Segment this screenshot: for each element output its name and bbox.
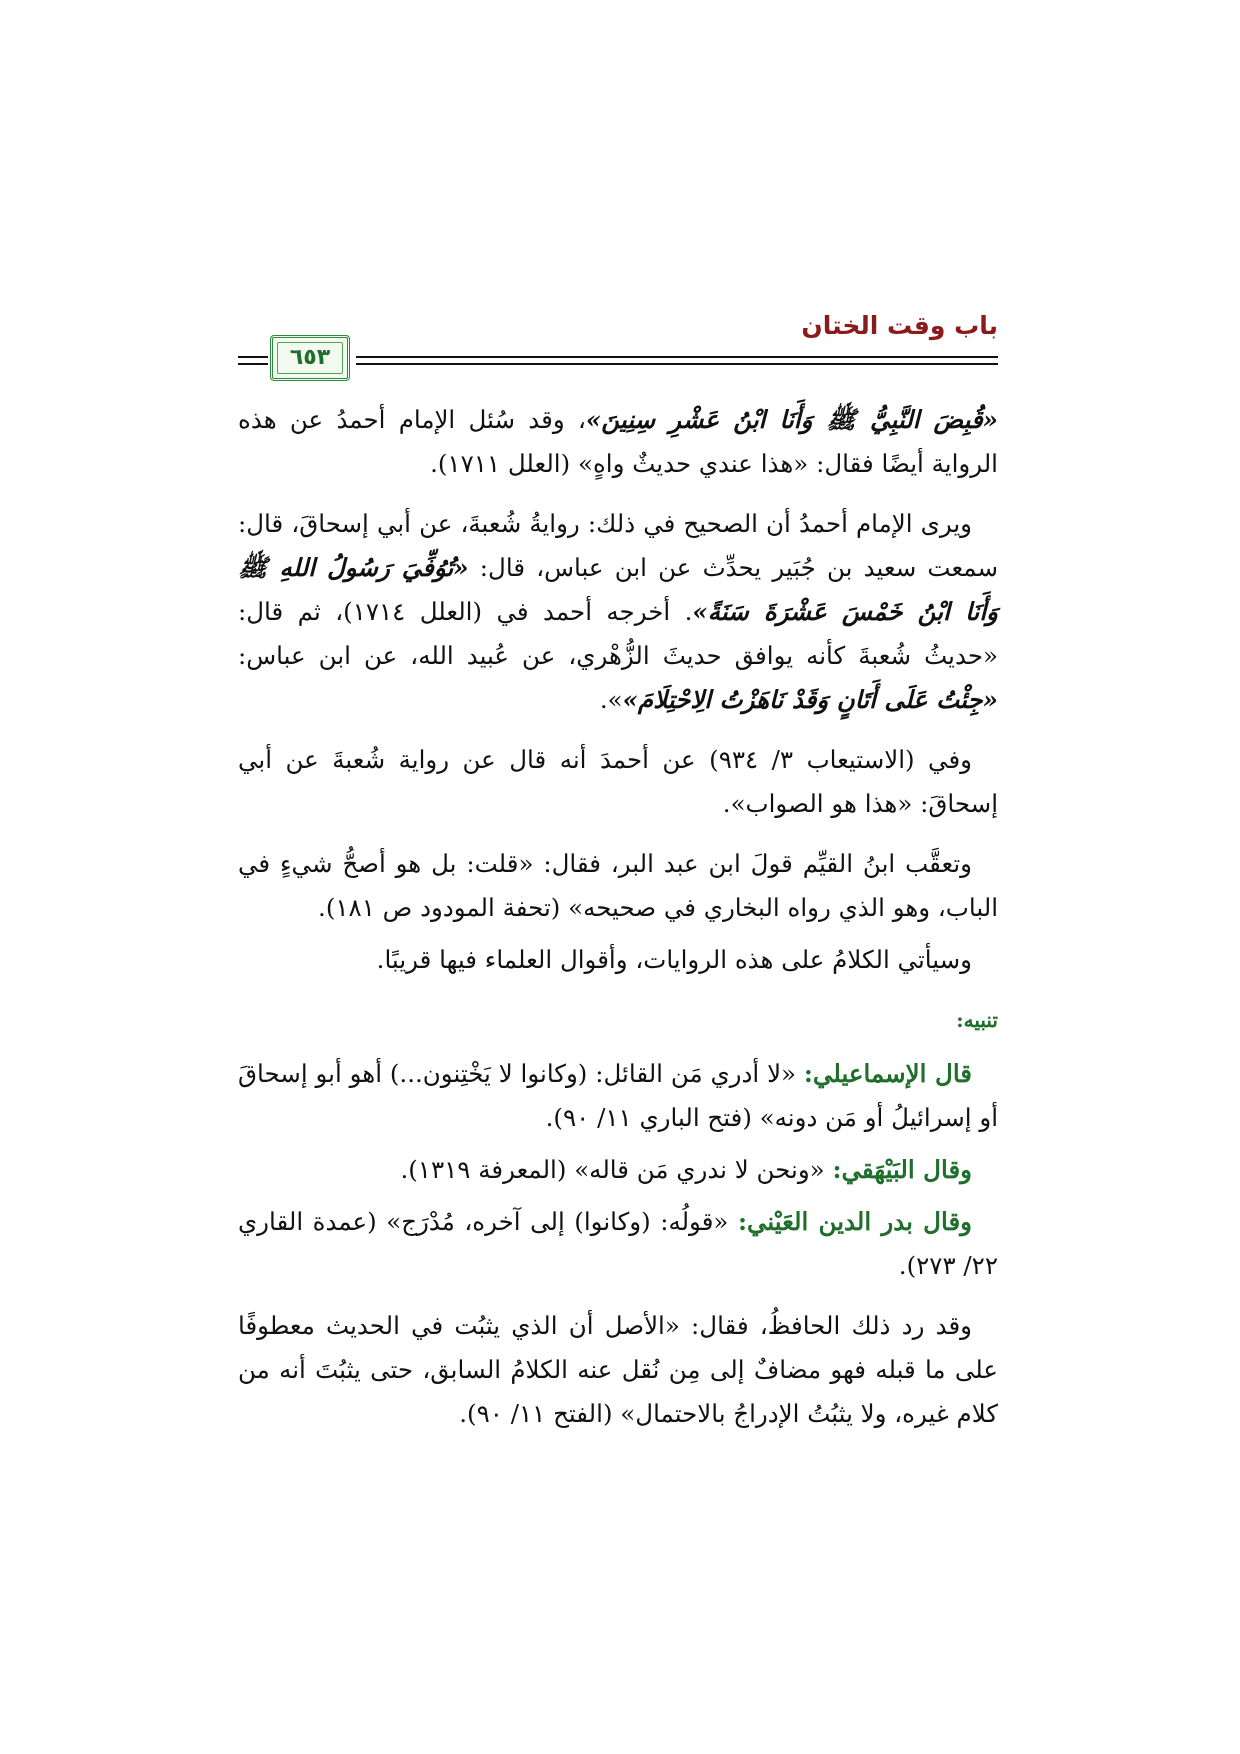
speaker-label: قال الإسماعيلي: bbox=[803, 1059, 972, 1088]
page-number-ornament-frame bbox=[270, 335, 350, 381]
chapter-title: باب وقت الختان bbox=[801, 311, 998, 340]
paragraph-3 bbox=[238, 738, 998, 826]
paragraph-text: «لا أدري مَن القائل: (وكانوا لا يَخْتِنون...) أهو أبو إسحاقَ أو إسرائيلُ أو مَن دونه» (فتح الباري ١١/ ٩٠). bbox=[238, 1059, 998, 1132]
paragraph-5 bbox=[238, 938, 998, 982]
hadith-quote: «تُوُفِّيَ رَسُولُ اللهِ ﷺ وَأَنَا ابْنُ خَمْسَ عَشْرَةَ سَنَةً» bbox=[238, 553, 998, 626]
header-rule-left bbox=[238, 356, 268, 365]
page-number: ٦٥٣ bbox=[289, 345, 331, 370]
paragraph-2 bbox=[238, 502, 998, 722]
paragraph-text: وسيأتي الكلامُ على هذه الروايات، وأقوال العلماء فيها قريبًا. bbox=[376, 945, 972, 974]
paragraph-text: وقد رد ذلك الحافظُ، فقال: «الأصل أن الذي يثبُت في الحديث معطوفًا على ما قبله فهو مضافٌ إلى مِن نُقل عنه الكلامُ السابق، حتى يثبُتَ أنه من كلام غيره، ولا يثبُتُ الإدراجُ بالاحتمال» (الفتح ١١/ ٩٠). bbox=[238, 1311, 998, 1428]
page-header bbox=[238, 311, 998, 385]
paragraph-6 bbox=[238, 1052, 998, 1140]
paragraph-9 bbox=[238, 1304, 998, 1436]
hadith-quote: «جِئْتُ عَلَى أَتَانٍ وَقَدْ نَاهَزْتُ الِاحْتِلَامَ» bbox=[622, 685, 998, 714]
paragraph-8 bbox=[238, 1200, 998, 1288]
paragraph-text: ، وقد سُئل الإمام أحمدُ عن هذه الرواية أيضًا فقال: «هذا عندي حديثٌ واهٍ» (العلل ١٧١١). bbox=[238, 405, 998, 478]
speaker-label: وقال البَيْهَقي: bbox=[832, 1155, 972, 1184]
paragraph-text: «ونحن لا ندري مَن قاله» (المعرفة ١٣١٩). bbox=[400, 1155, 833, 1184]
page-body bbox=[238, 398, 998, 1452]
hadith-quote: «قُبِضَ النَّبِيُّ ﷺ وَأَنَا ابْنُ عَشْرِ سِنِينَ» bbox=[585, 405, 998, 434]
header-rule-right bbox=[356, 356, 998, 365]
paragraph-7 bbox=[238, 1148, 998, 1192]
paragraph-text: ويرى الإمام أحمدُ أن الصحيح في ذلك: روايةُ شُعبةَ، عن أبي إسحاقَ، قال: سمعت سعيد بن جُبَير يحدِّث عن ابن عباس، قال: bbox=[238, 509, 998, 582]
paragraph-text: «قولُه: (وكانوا) إلى آخره، مُدْرَج» (عمدة القاري ٢٢/ ٢٧٣). bbox=[238, 1207, 998, 1280]
paragraph-text: ». bbox=[599, 685, 623, 714]
paragraph-text: وتعقَّب ابنُ القيِّم قولَ ابن عبد البر، فقال: «قلت: بل هو أصحُّ شيءٍ في الباب، وهو الذي رواه البخاري في صحيحه» (تحفة المودود ص ١٨١). bbox=[238, 849, 998, 922]
paragraph-1 bbox=[238, 398, 998, 486]
paragraph-4 bbox=[238, 842, 998, 930]
speaker-label: وقال بدر الدين العَيْني: bbox=[737, 1207, 972, 1236]
paragraph-text: وفي (الاستيعاب ٣/ ٩٣٤) عن أحمدَ أنه قال عن رواية شُعبةَ عن أبي إسحاقَ: «هذا هو الصواب». bbox=[238, 745, 998, 818]
note-heading: تنبيه: bbox=[956, 1008, 998, 1032]
paragraph-text: . أخرجه أحمد في (العلل ١٧١٤)، ثم قال: «حديثُ شُعبةَ كأنه يوافق حديثَ الزُّهْري، عن عُبيد الله، عن ابن عباس: bbox=[238, 597, 998, 670]
